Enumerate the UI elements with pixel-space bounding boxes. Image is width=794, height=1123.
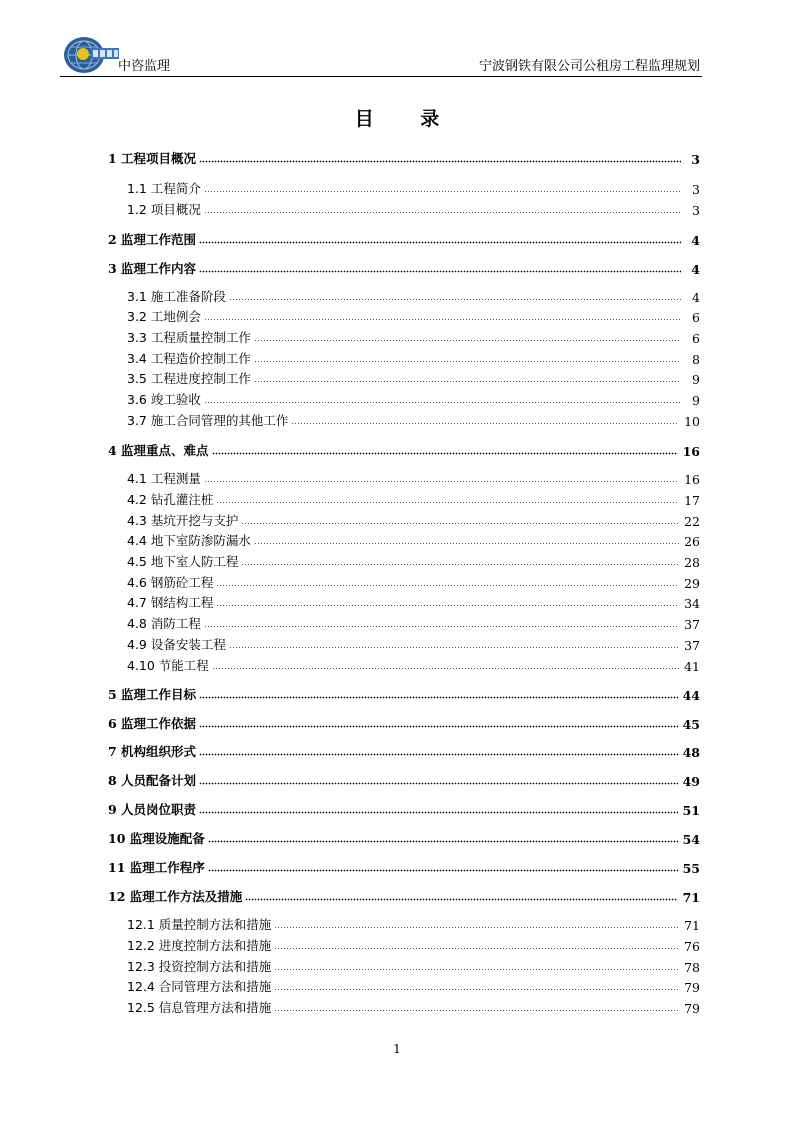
toc-heading: 目 录 xyxy=(354,108,460,130)
toc-entry-label: 1 工程项目概况 xyxy=(108,151,197,166)
dot-leader xyxy=(199,752,678,756)
toc-entry-page: 26 xyxy=(684,534,700,549)
toc-section-entry[interactable] xyxy=(108,328,700,346)
toc-entry-label: 4.10 节能工程 xyxy=(127,658,209,673)
toc-entry-page: 37 xyxy=(684,617,700,632)
toc-chapter-entry[interactable] xyxy=(108,771,700,789)
toc-entry-page: 8 xyxy=(692,352,700,367)
toc-section-entry[interactable] xyxy=(108,656,700,674)
dot-leader xyxy=(212,666,679,670)
toc-entry-label: 12.2 进度控制方法和措施 xyxy=(127,938,272,953)
document-title: 宁波钢铁有限公司公租房工程监理规划 xyxy=(478,59,700,74)
dot-leader xyxy=(204,624,679,628)
dot-leader xyxy=(208,839,678,843)
toc-entry-label: 3.4 工程造价控制工作 xyxy=(127,351,251,366)
toc-entry-page: 78 xyxy=(684,960,700,975)
dot-leader xyxy=(229,297,681,301)
toc-entry-page: 79 xyxy=(684,1001,700,1016)
toc-entry-label: 4.8 消防工程 xyxy=(127,616,201,631)
dot-leader xyxy=(204,317,681,321)
toc-entry-page: 6 xyxy=(692,331,700,346)
toc-entry-page: 28 xyxy=(684,555,700,570)
toc-entry-page: 54 xyxy=(682,832,700,847)
toc-entry-label: 3.7 施工合同管理的其他工作 xyxy=(127,413,289,428)
toc-chapter-entry[interactable] xyxy=(108,714,700,732)
toc-entry-label: 3.5 工程进度控制工作 xyxy=(127,371,251,386)
toc-entry-page: 37 xyxy=(684,638,700,653)
dot-leader xyxy=(204,400,681,404)
toc-entry-label: 5 监理工作目标 xyxy=(108,687,197,702)
toc-entry-label: 8 人员配备计划 xyxy=(108,773,197,788)
toc-entry-label: 4.6 钢筋砼工程 xyxy=(127,575,214,590)
toc-section-entry[interactable] xyxy=(108,307,700,325)
toc-entry-page: 51 xyxy=(682,803,700,818)
toc-entry-label: 12.3 投资控制方法和措施 xyxy=(127,959,272,974)
company-name: 中咨监理 xyxy=(118,59,171,74)
toc-entry-label: 3 监理工作内容 xyxy=(108,261,197,276)
toc-entry-page: 45 xyxy=(682,717,700,732)
toc-entry-label: 4.5 地下室人防工程 xyxy=(127,554,239,569)
toc-section-entry[interactable] xyxy=(108,287,700,305)
toc-section-entry[interactable] xyxy=(108,490,700,508)
dot-leader xyxy=(274,987,679,991)
page-header xyxy=(60,30,702,77)
toc-entry-page: 3 xyxy=(692,203,700,218)
dot-leader xyxy=(291,421,679,425)
toc-chapter-entry[interactable] xyxy=(108,149,700,167)
dot-leader xyxy=(199,269,681,273)
toc-entry-page: 29 xyxy=(684,576,700,591)
dot-leader xyxy=(245,897,677,901)
toc-chapter-entry[interactable] xyxy=(108,800,700,818)
toc-entry-page: 4 xyxy=(692,290,700,305)
toc-entry-label: 4 监理重点、难点 xyxy=(108,443,209,458)
toc-entry-page: 17 xyxy=(684,493,700,508)
toc-entry-label: 3.3 工程质量控制工作 xyxy=(127,330,251,345)
toc-section-entry[interactable] xyxy=(108,349,700,367)
dot-leader xyxy=(199,159,681,163)
toc-entry-page: 6 xyxy=(692,310,700,325)
toc-chapter-entry[interactable] xyxy=(108,441,700,459)
toc-entry-label: 6 监理工作依据 xyxy=(108,716,197,731)
toc-entry-page: 71 xyxy=(682,890,700,905)
dot-leader xyxy=(274,946,679,950)
toc-entry-label: 12.4 合同管理方法和措施 xyxy=(127,979,272,994)
toc-entry-label: 1.2 项目概况 xyxy=(127,202,201,217)
dot-leader xyxy=(274,1008,679,1012)
toc-section-entry[interactable] xyxy=(108,573,700,591)
toc-entry-label: 12 监理工作方法及措施 xyxy=(108,889,243,904)
toc-entry-label: 9 人员岗位职责 xyxy=(108,802,197,817)
toc-section-entry[interactable] xyxy=(108,179,700,197)
toc-entry-page: 9 xyxy=(692,372,700,387)
dot-leader xyxy=(254,379,681,383)
dot-leader xyxy=(216,500,679,504)
toc-entry-page: 34 xyxy=(684,596,700,611)
toc-entry-label: 4.4 地下室防渗防漏水 xyxy=(127,533,251,548)
toc-section-entry[interactable] xyxy=(108,200,700,218)
toc-entry-page: 76 xyxy=(684,939,700,954)
toc-entry-label: 4.9 设备安装工程 xyxy=(127,637,226,652)
toc-entry-page: 3 xyxy=(692,182,700,197)
toc-entry-label: 4.2 钻孔灌注桩 xyxy=(127,492,214,507)
dot-leader xyxy=(199,240,681,244)
globe-logo-icon xyxy=(62,36,120,74)
toc-section-entry[interactable] xyxy=(108,369,700,387)
page-number: 1 xyxy=(393,1042,401,1056)
toc-entry-page: 55 xyxy=(682,861,700,876)
toc-entry-label: 4.1 工程测量 xyxy=(127,471,201,486)
toc-section-entry[interactable] xyxy=(108,998,700,1016)
toc-chapter-entry[interactable] xyxy=(108,230,700,248)
toc-entry-page: 22 xyxy=(684,514,700,529)
toc-entry-label: 11 监理工作程序 xyxy=(108,860,205,875)
toc-entry-label: 3.1 施工准备阶段 xyxy=(127,289,226,304)
toc-entry-page: 44 xyxy=(682,688,700,703)
toc-entry-label: 1.1 工程简介 xyxy=(127,181,201,196)
toc-section-entry[interactable] xyxy=(108,635,700,653)
toc-chapter-entry[interactable] xyxy=(108,259,700,277)
toc-section-entry[interactable] xyxy=(108,469,700,487)
dot-leader xyxy=(254,359,681,363)
toc-entry-page: 48 xyxy=(682,745,700,760)
toc-chapter-entry[interactable] xyxy=(108,829,700,847)
toc-entry-page: 9 xyxy=(692,393,700,408)
toc-entry-label: 3.6 竣工验收 xyxy=(127,392,201,407)
toc-entry-page: 49 xyxy=(682,774,700,789)
toc-section-entry[interactable] xyxy=(108,915,700,933)
toc-section-entry[interactable] xyxy=(108,552,700,570)
toc-section-entry[interactable] xyxy=(108,593,700,611)
toc-entry-page: 4 xyxy=(691,262,700,277)
toc-entry-page: 3 xyxy=(691,152,700,167)
toc-entry-label: 4.7 钢结构工程 xyxy=(127,595,214,610)
toc-chapter-entry[interactable] xyxy=(108,858,700,876)
toc-entry-label: 4.3 基坑开挖与支护 xyxy=(127,513,239,528)
toc-entry-label: 2 监理工作范围 xyxy=(108,232,197,247)
toc-entry-page: 41 xyxy=(684,659,700,674)
dot-leader xyxy=(254,338,681,342)
dot-leader xyxy=(274,967,679,971)
dot-leader xyxy=(241,521,679,525)
toc-entry-page: 16 xyxy=(684,472,700,487)
toc-chapter-entry[interactable] xyxy=(108,742,700,760)
dot-leader xyxy=(204,479,679,483)
toc-section-entry[interactable] xyxy=(108,390,700,408)
dot-leader xyxy=(204,189,681,193)
toc-section-entry[interactable] xyxy=(108,531,700,549)
toc-entry-page: 71 xyxy=(684,918,700,933)
dot-leader xyxy=(199,810,678,814)
toc-section-entry[interactable] xyxy=(108,977,700,995)
toc-entry-page: 4 xyxy=(691,233,700,248)
toc-entry-label: 12.5 信息管理方法和措施 xyxy=(127,1000,272,1015)
dot-leader xyxy=(208,868,678,872)
dot-leader xyxy=(199,724,678,728)
toc-entry-page: 10 xyxy=(684,414,700,429)
toc-section-entry[interactable] xyxy=(108,511,700,529)
dot-leader xyxy=(274,925,679,929)
dot-leader xyxy=(254,541,679,545)
dot-leader xyxy=(204,210,681,214)
toc-entry-label: 7 机构组织形式 xyxy=(108,744,197,759)
toc-section-entry[interactable] xyxy=(108,957,700,975)
dot-leader xyxy=(212,451,678,455)
toc-entry-label: 12.1 质量控制方法和措施 xyxy=(127,917,272,932)
dot-leader xyxy=(216,583,679,587)
toc-section-entry[interactable] xyxy=(108,614,700,632)
toc-section-entry[interactable] xyxy=(108,936,700,954)
company-logo xyxy=(62,36,120,74)
toc-chapter-entry[interactable] xyxy=(108,685,700,703)
dot-leader xyxy=(199,695,678,699)
toc-entry-page: 79 xyxy=(684,980,700,995)
dot-leader xyxy=(241,562,679,566)
dot-leader xyxy=(229,645,679,649)
dot-leader xyxy=(199,781,678,785)
toc-chapter-entry[interactable] xyxy=(108,887,700,905)
toc-entry-label: 10 监理设施配备 xyxy=(108,831,205,846)
dot-leader xyxy=(216,603,679,607)
toc-entry-label: 3.2 工地例会 xyxy=(127,309,201,324)
toc-section-entry[interactable] xyxy=(108,411,700,429)
toc-entry-page: 16 xyxy=(682,444,700,459)
